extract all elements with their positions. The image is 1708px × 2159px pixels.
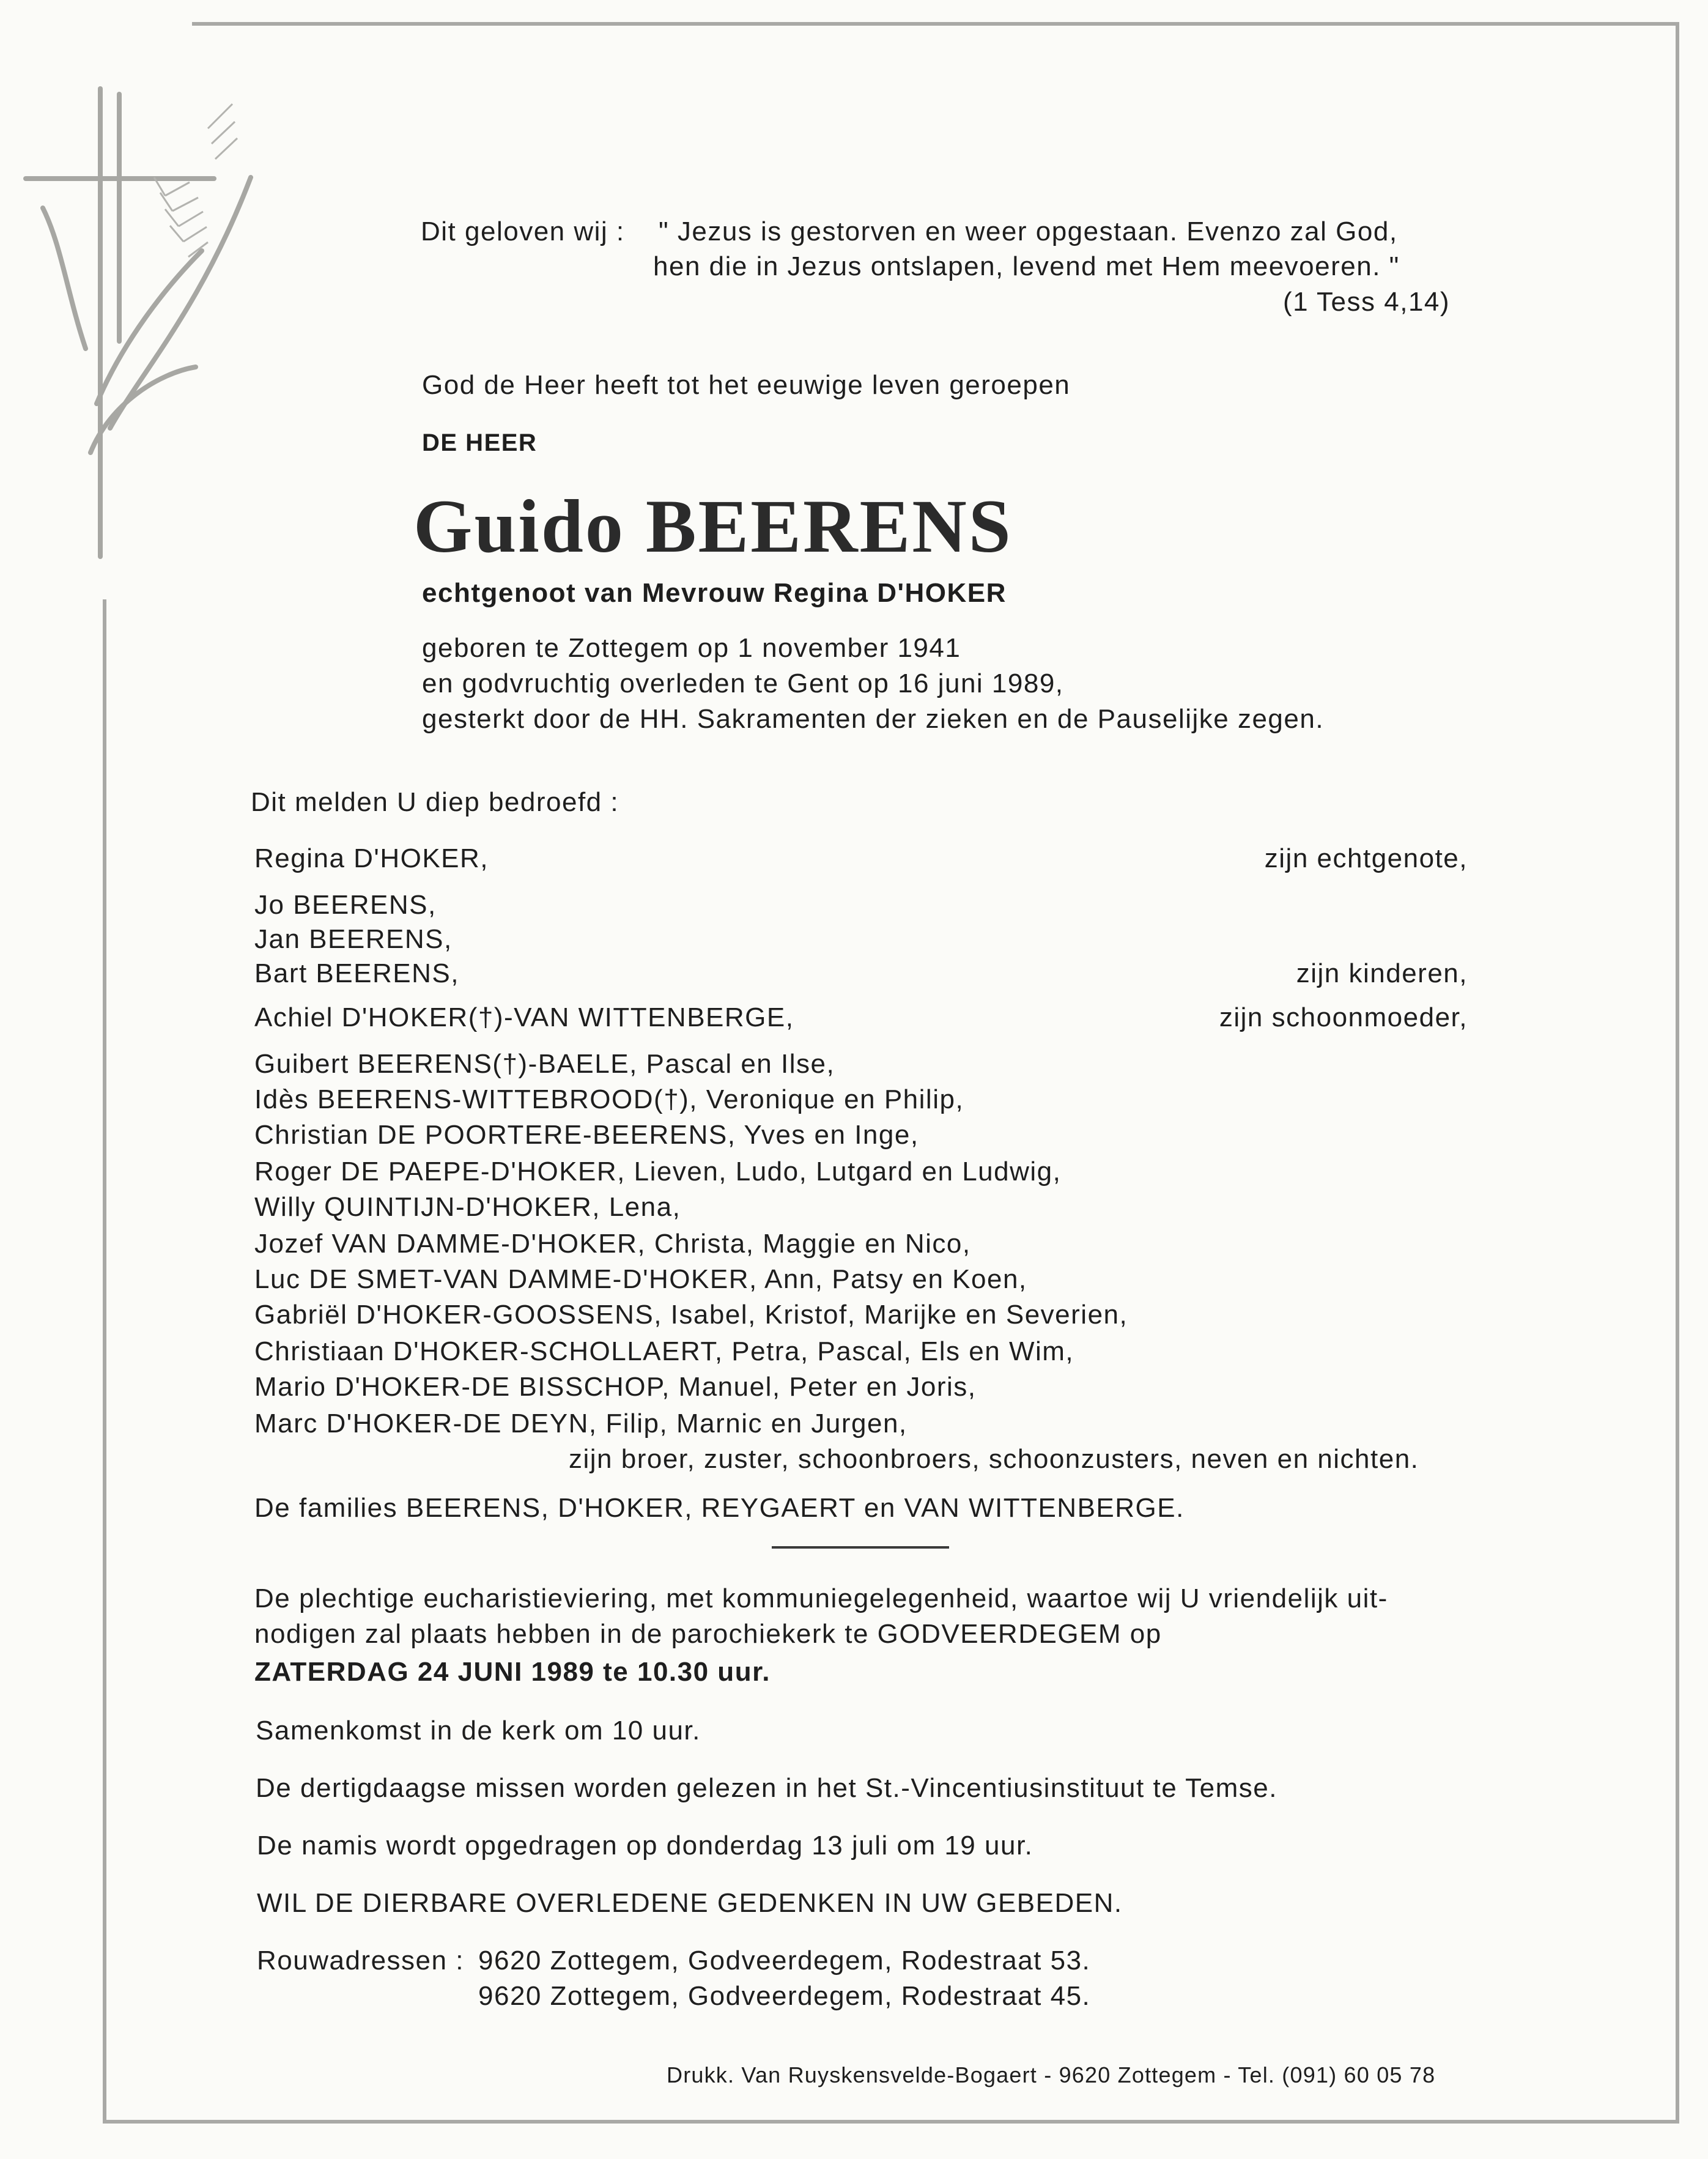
family-name: Idès BEERENS-WITTEBROOD(†), Veronique en Philip, [254,1084,964,1114]
family-relation: zijn schoonmoeder, [1219,1002,1468,1032]
printer-credit: Drukk. Van Ruyskensvelde-Bogaert - 9620 Zottegem - Tel. (091) 60 05 78 [667,2062,1436,2087]
address-line-1: 9620 Zottegem, Godveerdegem, Rodestraat 53. [478,1946,1091,1976]
family-name: Luc DE SMET-VAN DAMME-D'HOKER, Ann, Patsy en Koen, [254,1264,1027,1294]
frame-left-border [103,599,106,2124]
deceased-name: Guido BEERENS [413,484,1013,568]
family-name: Marc D'HOKER-DE DEYN, Filip, Marnic en Jurgen, [254,1409,908,1439]
family-row [254,1004,1468,1031]
family-name: Jan BEERENS, [254,924,453,954]
address-line-2: 9620 Zottegem, Godveerdegem, Rodestraat 45. [478,1981,1091,2011]
family-row [254,1374,1468,1401]
family-name: Regina D'HOKER, [254,843,489,873]
family-row [254,845,1468,872]
bio-line-2: en godvruchtig overleden te Gent op 16 juni 1989, [422,668,1064,698]
family-row [254,926,1468,953]
cross-with-wheat-icon [18,86,294,563]
family-name: Christian DE POORTERE-BEERENS, Yves en Inge, [254,1120,919,1150]
spouse-line: echtgenoot van Mevrouw Regina D'HOKER [422,578,1007,608]
quote-reference: (1 Tess 4,14) [1283,287,1451,317]
family-row [254,1158,1468,1185]
family-name: Jo BEERENS, [254,890,437,920]
honorific-title: DE HEER [422,429,538,456]
family-name: Bart BEERENS, [254,958,459,988]
family-name: Roger DE PAEPE-D'HOKER, Lieven, Ludo, Lutgard en Ludwig, [254,1157,1062,1187]
note-masses: De dertigdaagse missen worden gelezen in het St.-Vincentiusinstituut te Temse. [256,1773,1277,1803]
note-prayer: WIL DE DIERBARE OVERLEDENE GEDENKEN IN UW GEBEDEN. [257,1888,1123,1918]
family-row [254,1302,1468,1328]
family-row [254,1086,1468,1113]
family-name: Achiel D'HOKER(†)-VAN WITTENBERGE, [254,1002,794,1032]
separator-rule [772,1546,949,1549]
service-date: ZATERDAG 24 JUNI 1989 te 10.30 uur. [254,1657,771,1687]
intro-text: God de Heer heeft tot het eeuwige leven geroepen [422,370,1071,400]
family-row [254,1194,1468,1221]
bio-line-1: geboren te Zottegem op 1 november 1941 [422,633,961,663]
service-line-2: nodigen zal plaats hebben in de parochiekerk te GODVEERDEGEM op [254,1619,1162,1649]
family-name: Jozef VAN DAMME-D'HOKER, Christa, Maggie en Nico, [254,1229,971,1259]
addresses-label: Rouwadressen : [257,1946,464,1976]
quote-line-1: " Jezus is gestorven en weer opgestaan. Evenzo zal God, [659,217,1398,246]
service-line-1: De plechtige eucharistieviering, met kommuniegelegenheid, waartoe wij U vriendelijk uit- [254,1583,1388,1613]
note-gathering: Samenkomst in de kerk om 10 uur. [256,1716,701,1746]
family-row [254,1051,1468,1078]
family-name: Willy QUINTIJN-D'HOKER, Lena, [254,1192,681,1222]
families-line: De families BEERENS, D'HOKER, REYGAERT en VAN WITTENBERGE. [254,1493,1185,1523]
family-name: Guibert BEERENS(†)-BAELE, Pascal en Ilse, [254,1049,835,1079]
family-row [254,1338,1468,1365]
quote-line-2: hen die in Jezus ontslapen, levend met Hem meevoeren. " [653,251,1400,281]
family-row [254,1410,1468,1437]
family-row [254,1122,1468,1149]
bio-line-3: gesterkt door de HH. Sakramenten der zieken en de Pauselijke zegen. [422,704,1325,734]
family-row [254,1231,1468,1257]
family-relation: zijn echtgenote, [1264,843,1468,873]
note-namis: De namis wordt opgedragen op donderdag 13 juli om 19 uur. [257,1831,1033,1861]
family-row [254,1266,1468,1293]
quote-lead: Dit geloven wij : [421,217,625,246]
family-row [254,892,1468,919]
siblings-relation: zijn broer, zuster, schoonbroers, schoonzusters, neven en nichten. [569,1444,1419,1474]
announce-text: Dit melden U diep bedroefd : [251,787,619,817]
family-name: Christiaan D'HOKER-SCHOLLAERT, Petra, Pascal, Els en Wim, [254,1336,1074,1366]
family-relation: zijn kinderen, [1296,958,1468,988]
family-row [254,960,1468,987]
family-name: Mario D'HOKER-DE BISSCHOP, Manuel, Peter en Joris, [254,1372,977,1402]
family-name: Gabriël D'HOKER-GOOSSENS, Isabel, Kristof, Marijke en Severien, [254,1300,1128,1330]
